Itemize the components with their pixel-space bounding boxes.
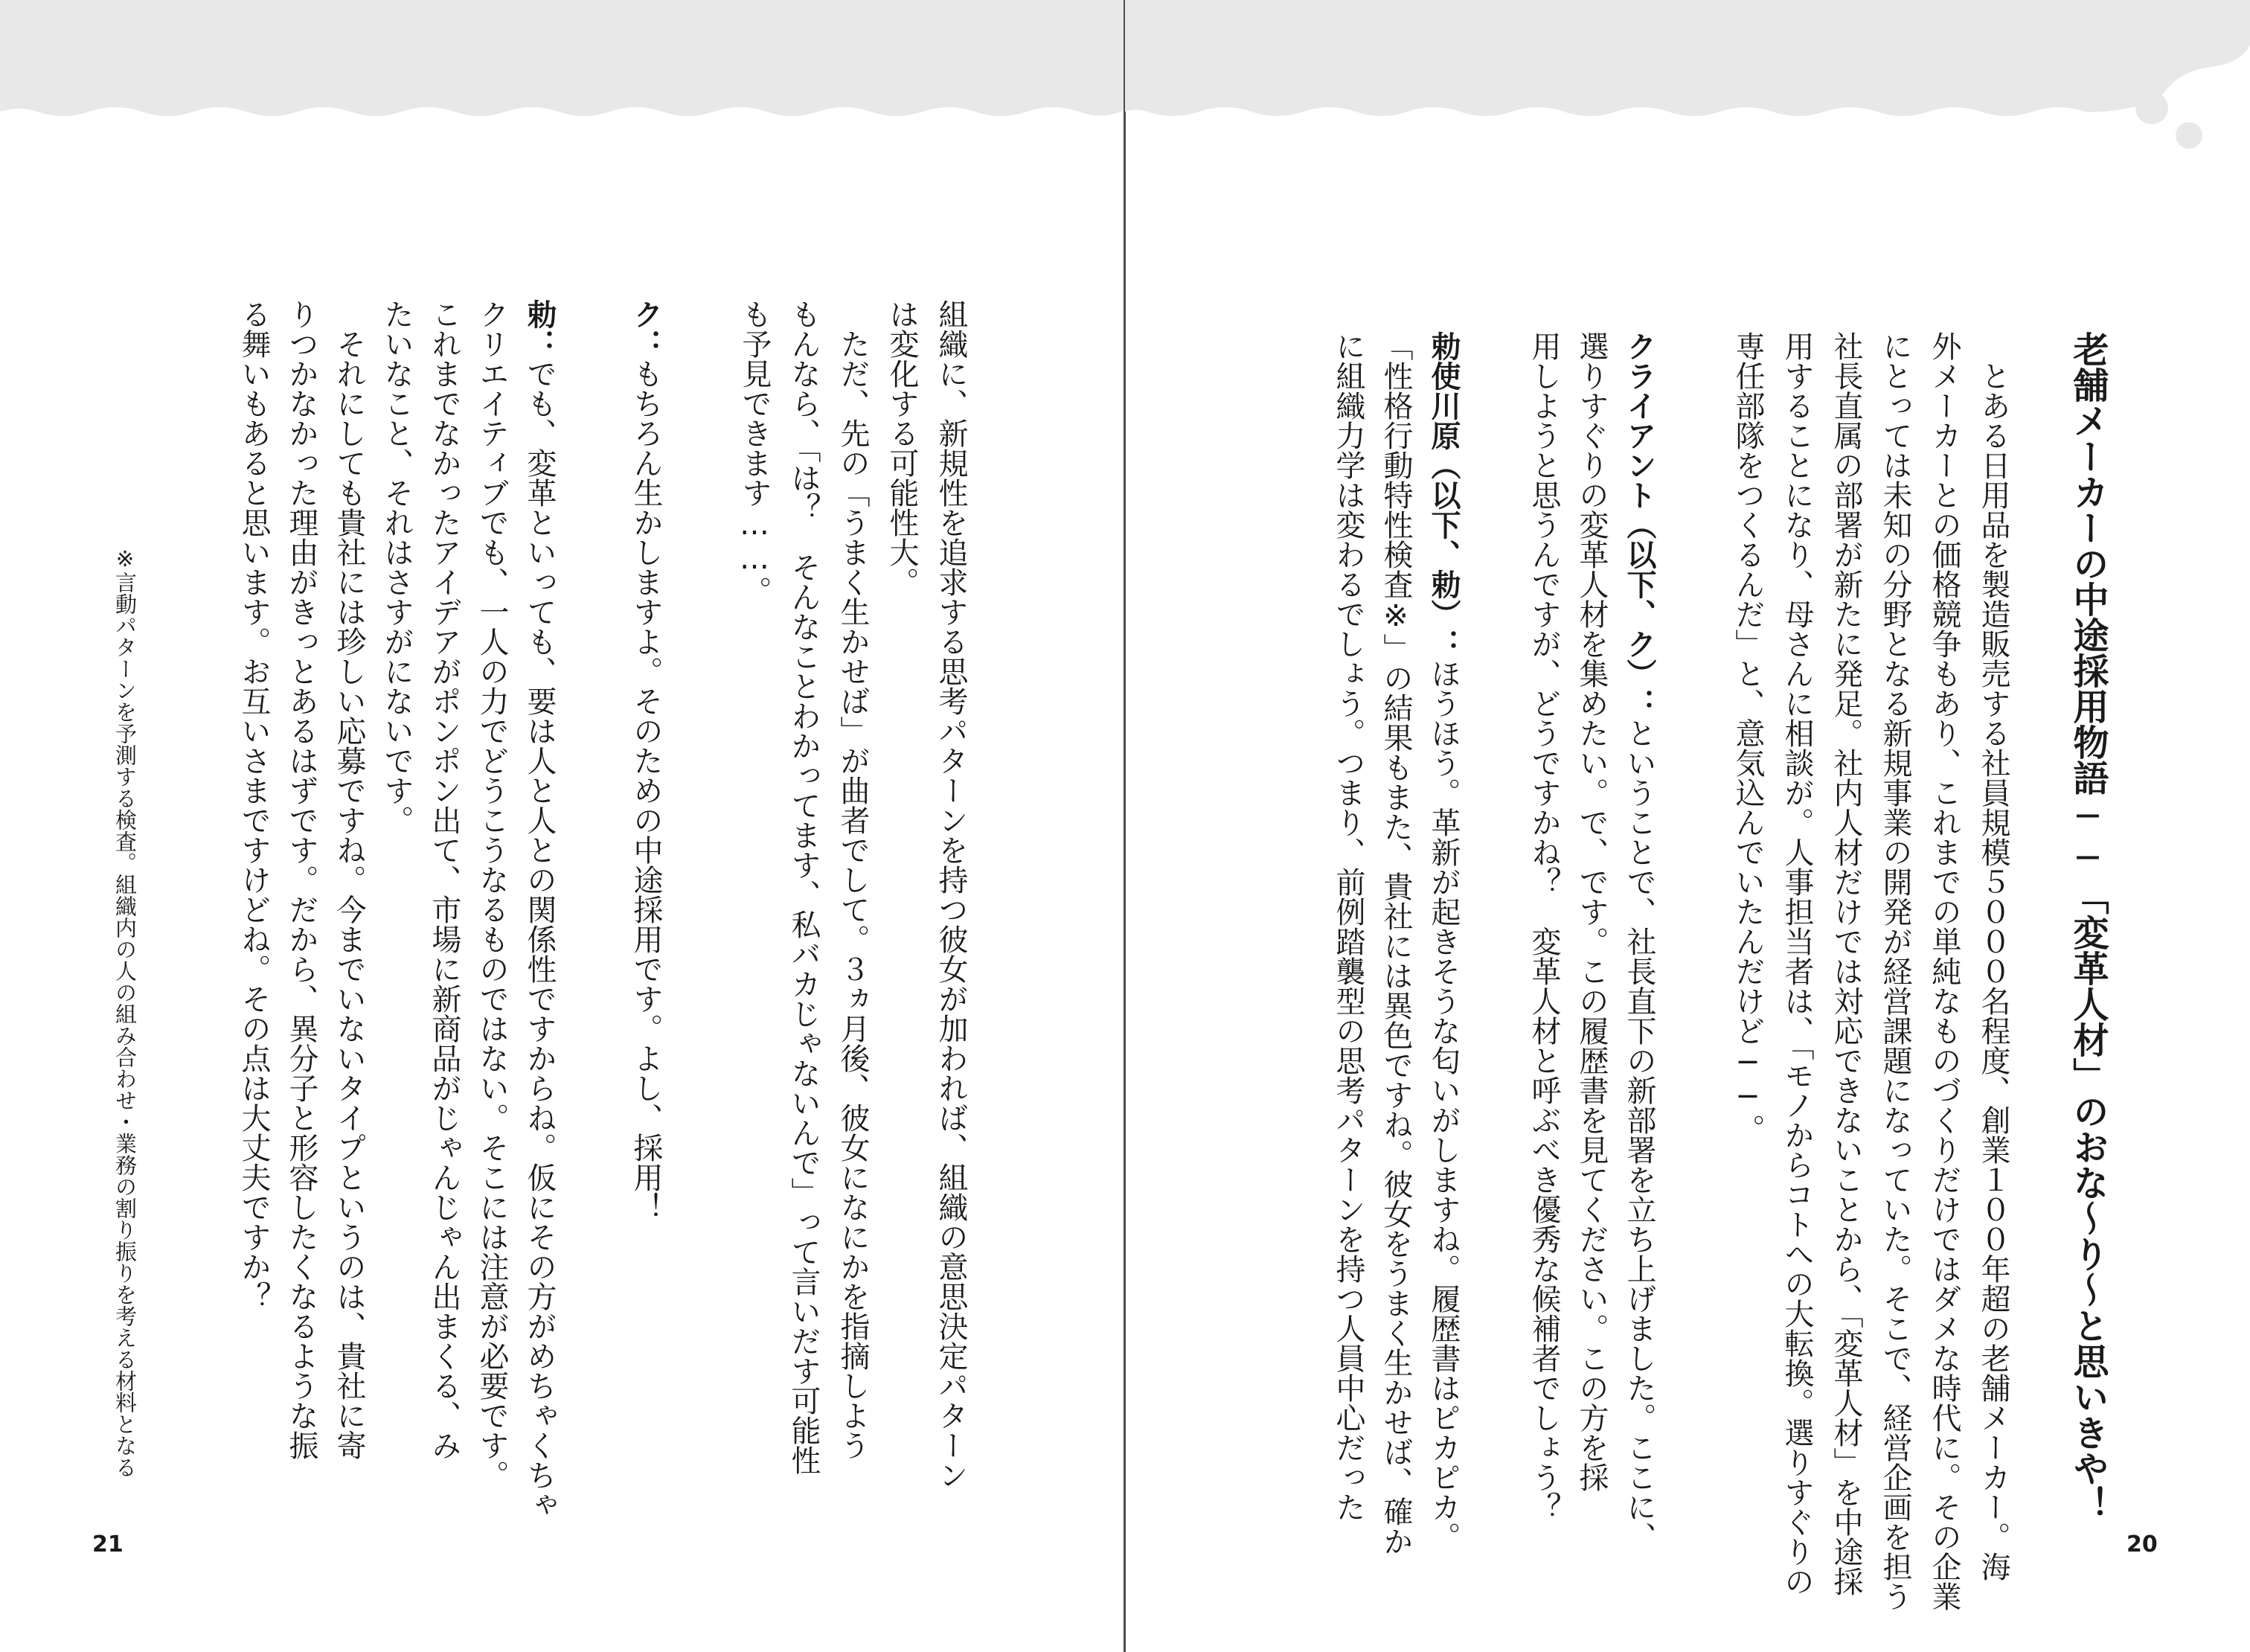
footnote: ※言動パターンを予測する検査。組織内の人の組み合わせ・業務の割り振りを考える材料となる [112, 546, 138, 1478]
dialogue-client-line-3: 用しようと思うんですが、どうですかね？ 変革人材と呼ぶべき優秀な候補者でしょう？ [1527, 331, 1561, 1522]
dialogue-text: ほうほう。革新が起きそうな匂いがしますね。履歴書はピカピカ。 [1426, 659, 1461, 1552]
decor-circle-1 [2135, 92, 2168, 124]
header-wave-right [1125, 0, 2250, 164]
header-wave-left [0, 0, 1125, 149]
speaker-label: 勅： [522, 299, 557, 359]
paragraph-line-3: ただ、先の「うまく生かせば」が曲者でして。３ヵ月後、彼女になにかを指摘しよう [836, 299, 870, 1460]
right-page [1125, 0, 2250, 1652]
paragraph-line-2: は変化する可能性大。 [885, 299, 919, 597]
speaker-label: クライアント（以下、ク）： [1622, 331, 1656, 718]
dialogue-text: でも、変革といっても、要は人と人との関係性ですからね。仮にその方がめちゃくちゃ [522, 359, 557, 1520]
dialogue-author-line-1 [515, 299, 564, 1520]
dialogue-author-line-7: る舞いもあると思います。お互いさまですけどね。その点は大丈夫ですか？ [237, 299, 271, 1311]
dialogue-author-line-5: それにしても貴社には珍しい応募ですね。今までいないタイプというのは、貴社に寄 [332, 299, 366, 1460]
dialogue-author-line-2: 「性格行動特性検査※」の結果もまた、貴社には異色ですね。彼女をうまく生かせば、確か [1379, 331, 1413, 1556]
wave-shape-left [0, 0, 1125, 116]
paragraph-line-1: 組織に、新規性を追求する思考パターンを持つ彼女が加われば、組織の意思決定パターン [934, 299, 968, 1490]
dialogue-author-line-3: に組織力学は変わるでしょう。つまり、前例踏襲型の思考パターンを持つ人員中心だった [1331, 331, 1365, 1522]
narration-line-3: にとっては未知の分野となる新規事業の開発が経営課題になっていた。そこで、経営企画を担う [1878, 331, 1912, 1611]
dialogue-author-line-1 [1419, 331, 1468, 1552]
page-number-right: 20 [2126, 1531, 2158, 1557]
dialogue-author-line-3: これまでなかったアイデアがポンポン出て、市場に新商品がじゃんじゃん出まくる、み [427, 299, 461, 1460]
dialogue-client-line-1 [621, 299, 670, 1222]
speaker-label: 勅使川原（以下、勅）： [1426, 331, 1461, 659]
narration-line-5: 用することになり、母さんに相談が。人事担当者は、「モノからコトへの大転換。選りすぐりの [1780, 331, 1814, 1596]
dialogue-client-line-2: 選りすぐりの変革人材を集めたい。で、です。この履歴書を見てください。この方を採 [1574, 331, 1609, 1492]
section-title: 老舗メーカーの中途採用物語──「変革人材」のおな～り～と思いきや！ [2067, 331, 2109, 1522]
narration-line-6: 専任部隊をつくるんだ」と、意気込んでいたんだけど──。 [1731, 331, 1765, 1144]
dialogue-author-line-4: たいなこと、それはさすがにないです。 [379, 299, 414, 835]
narration-line-1: とある日用品を製造販売する社員規模５０００名程度、創業１００年超の老舗メーカー。海 [1976, 331, 2010, 1581]
dialogue-text: もちろん生かしますよ。そのための中途採用です。よし、採用！ [629, 359, 663, 1222]
narration-line-2: 外メーカーとの価格競争もあり、これまでの単純なものづくりだけではダメな時代に。その企業 [1927, 331, 1961, 1611]
dialogue-author-line-2: クリエイティブでも、一人の力でどうこうなるものではない。そこには注意が必要です。 [475, 299, 509, 1490]
dialogue-client-line-1 [1615, 331, 1664, 1552]
narration-line-4: 社長直属の部署が新たに発足。社内人材だけでは対応できないことから、「変革人材」を中途採 [1829, 331, 1863, 1596]
paragraph-line-4: もんなら、「は？ そんなことわかってます、私バカじゃないんで」って言いだす可能性 [786, 299, 821, 1475]
dialogue-text: ということで、社長直下の新部署を立ち上げました。ここに、 [1622, 718, 1656, 1552]
dialogue-author-line-6: りつかなかった理由がきっとあるはずです。だから、異分子と形容したくなるような振 [284, 299, 318, 1460]
speaker-label: ク： [629, 299, 663, 359]
decor-circle-2 [2176, 122, 2202, 149]
page-number-left: 21 [92, 1531, 124, 1557]
paragraph-line-5: も予見できます……。 [737, 299, 772, 606]
wave-shape-right [1125, 0, 2250, 116]
